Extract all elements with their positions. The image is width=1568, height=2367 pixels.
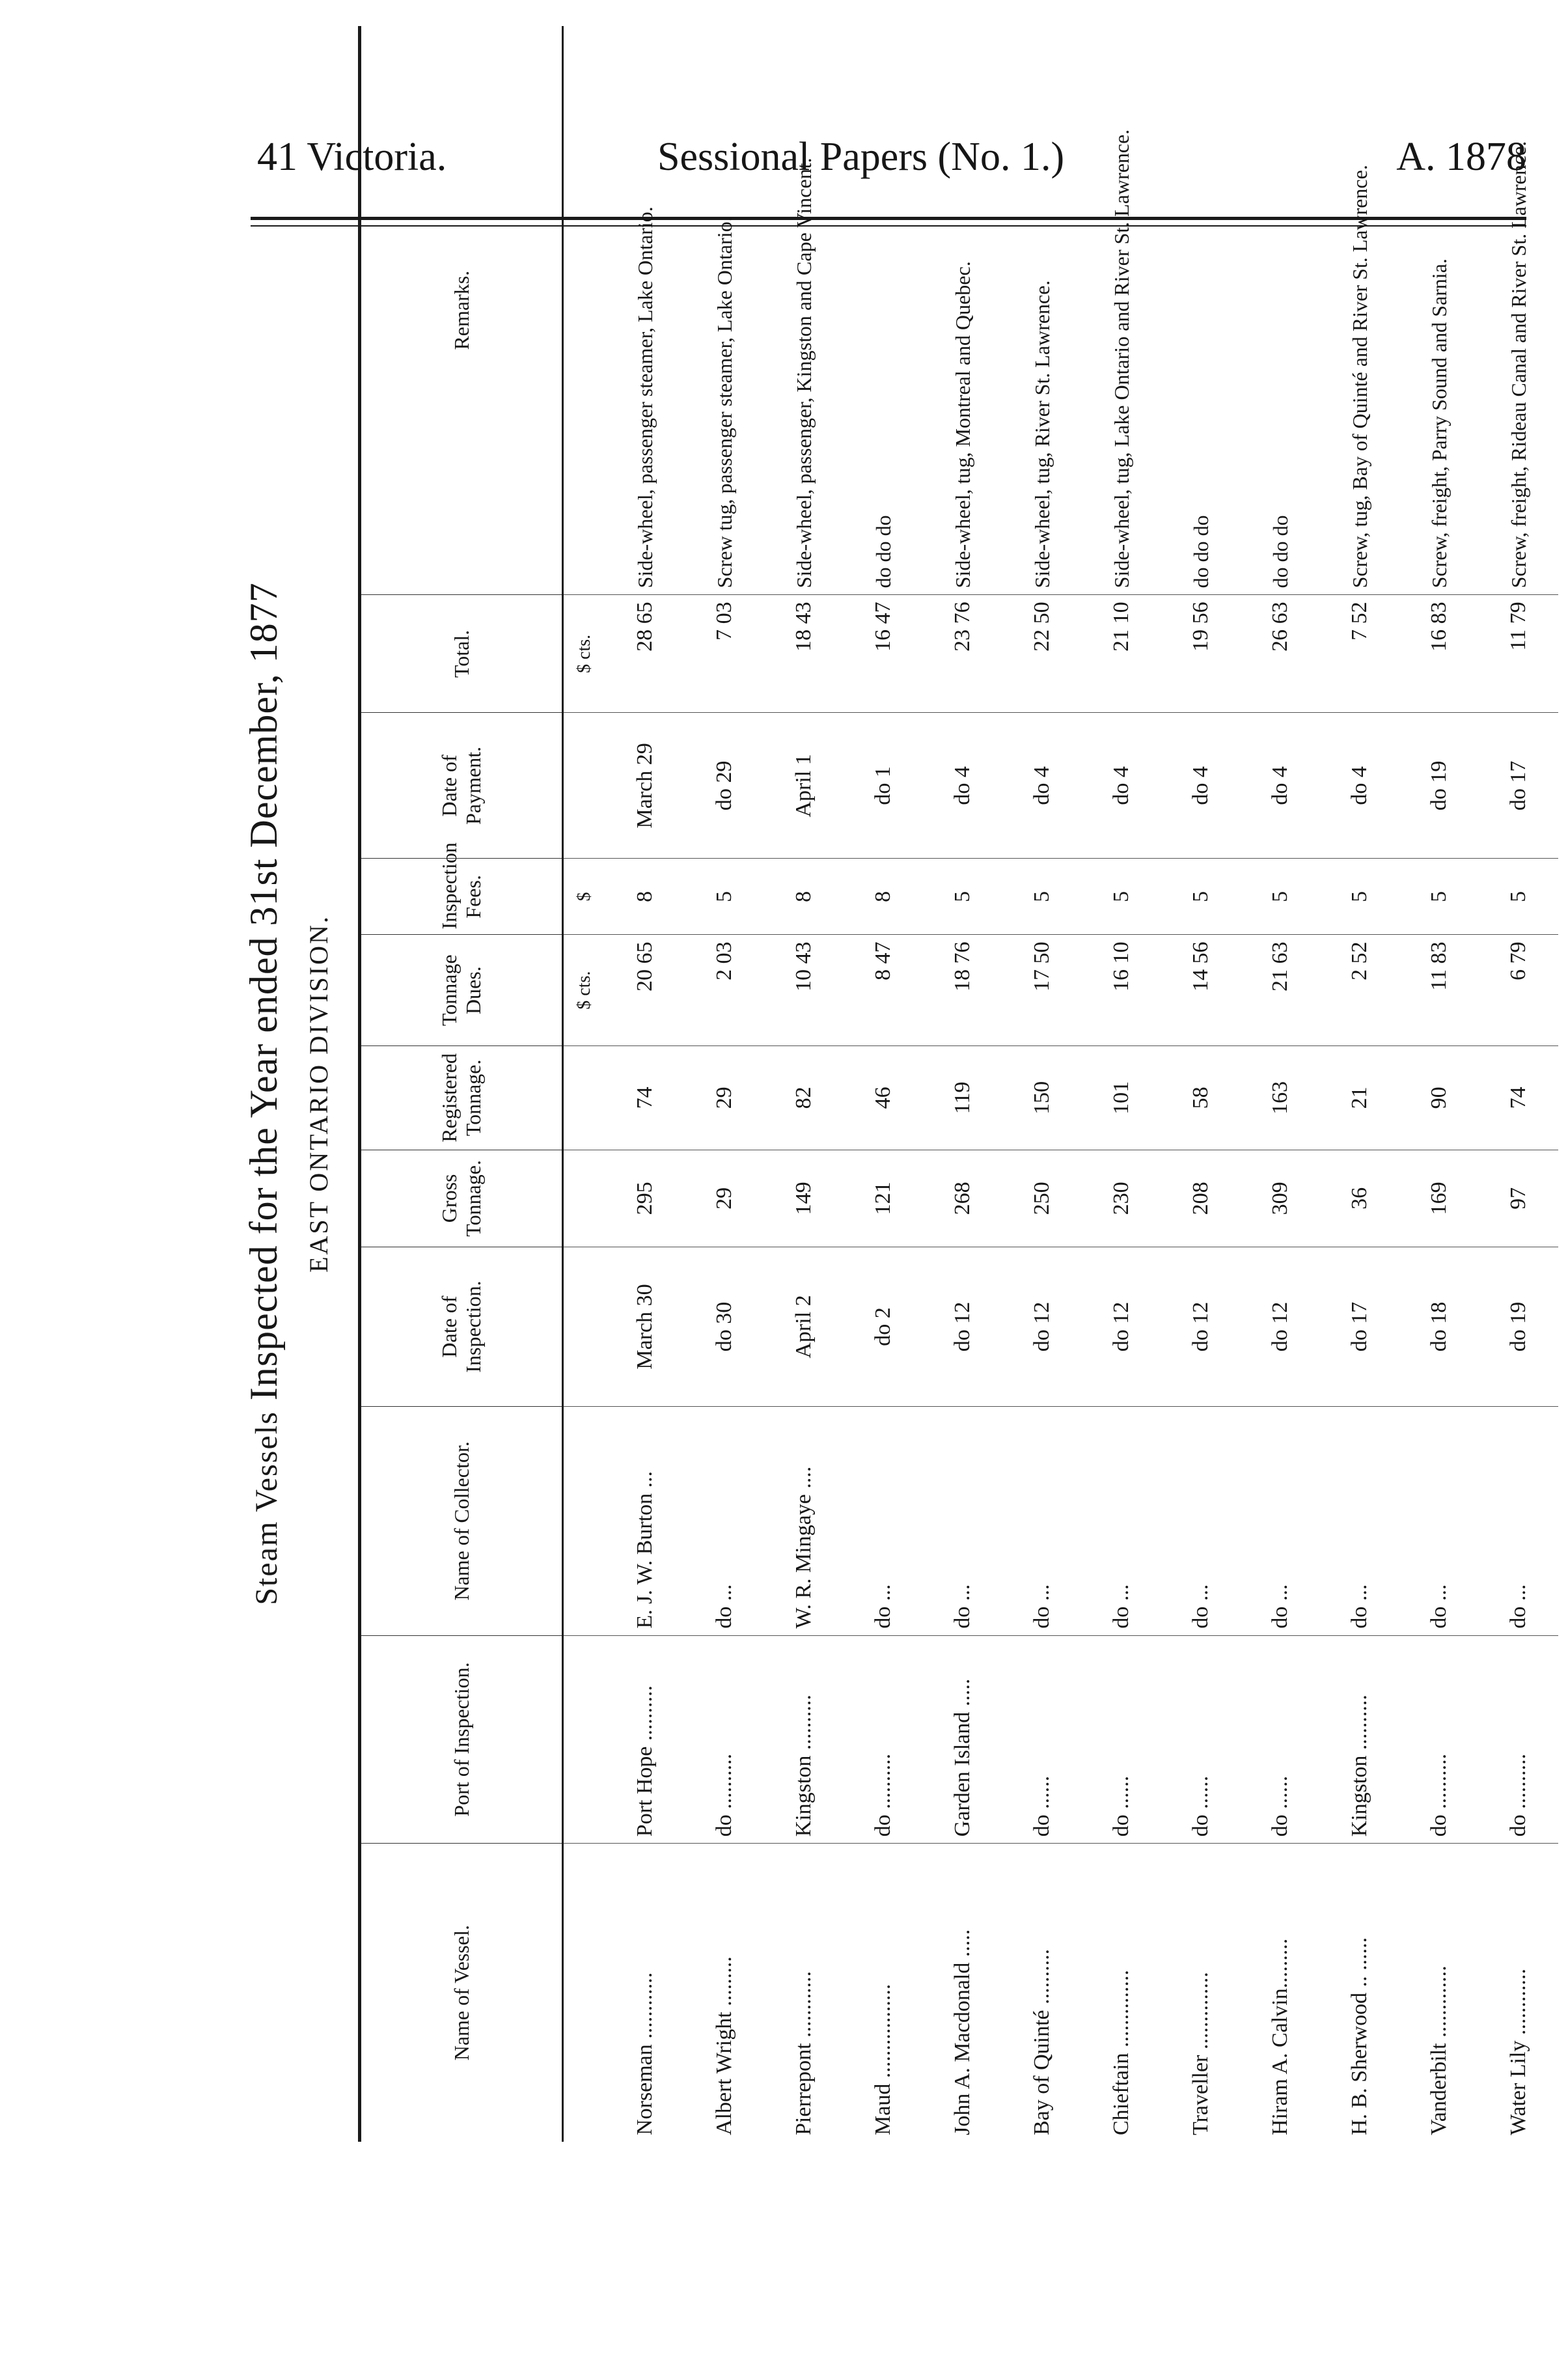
unit-fees: $ <box>563 859 606 935</box>
gross-tonnage: 97 <box>1479 1150 1558 1247</box>
payment-date <box>1161 713 1241 859</box>
vessel-name: Maud ................. <box>844 1844 923 2142</box>
payment-date <box>1082 713 1161 859</box>
payment-date <box>605 713 685 859</box>
payment-month: do <box>871 782 895 805</box>
payment-month: do <box>1030 782 1054 805</box>
inspection-month: do <box>712 1329 736 1352</box>
remarks: do do do <box>1189 515 1213 588</box>
payment-month: March <box>633 770 657 829</box>
inspection-date <box>764 1247 844 1406</box>
table-row <box>685 26 764 2142</box>
remarks: Screw, freight, Parry Sound and Sarnia. <box>1427 258 1451 588</box>
inspection-date <box>923 1247 1002 1406</box>
port-of-inspection: Port Hope .......... <box>605 1635 685 1844</box>
port-of-inspection: do .......... <box>685 1635 764 1844</box>
total-amount: 18 43 <box>764 595 844 713</box>
payment-date <box>844 713 923 859</box>
collector-name: do ... <box>923 1407 1002 1636</box>
port-of-inspection: do ...... <box>1082 1635 1161 1844</box>
table-row <box>1320 26 1399 2142</box>
title-rest: Inspected for the Year ended 31st December, 1877 <box>242 582 285 1401</box>
registered-tonnage: 29 <box>685 1045 764 1150</box>
remarks: Side-wheel, tug, Montreal and Quebec. <box>951 261 974 588</box>
registered-tonnage: 150 <box>1002 1045 1082 1150</box>
port-of-inspection: do .......... <box>844 1635 923 1844</box>
inspection-day: 12 <box>1268 1301 1292 1324</box>
port-of-inspection: do ...... <box>1002 1635 1082 1844</box>
inspection-fees: 5 <box>1002 859 1082 935</box>
port-of-inspection: Garden Island ..... <box>923 1635 1002 1844</box>
payment-day: 1 <box>871 766 895 778</box>
payment-date <box>1241 713 1320 859</box>
table-row <box>844 26 923 2142</box>
rotated-table-page <box>234 20 1530 2168</box>
vessel-name: Bay of Quinté .......... <box>1002 1844 1082 2142</box>
col-inspection-fees: Inspection Fees. <box>360 859 563 935</box>
payment-day: 4 <box>1189 766 1213 778</box>
gross-tonnage: 309 <box>1241 1150 1320 1247</box>
tonnage-dues: 16 10 <box>1082 935 1161 1045</box>
total-amount: 26 63 <box>1241 595 1320 713</box>
payment-month: do <box>712 788 736 811</box>
vessel-name: Chieftain .............. <box>1082 1844 1161 2142</box>
inspection-fees: 5 <box>1161 859 1241 935</box>
inspection-day: 12 <box>1109 1301 1133 1324</box>
tonnage-dues: 11 83 <box>1399 935 1479 1045</box>
registered-tonnage: 101 <box>1082 1045 1161 1150</box>
inspection-fees: 8 <box>605 859 685 935</box>
units-row <box>563 26 606 2142</box>
collector-name: do ... <box>1002 1407 1082 1636</box>
registered-tonnage: 21 <box>1320 1045 1399 1150</box>
col-tonnage-dues: Tonnage Dues. <box>360 935 563 1045</box>
tonnage-dues: 17 50 <box>1002 935 1082 1045</box>
inspection-date <box>605 1247 685 1406</box>
payment-month: do <box>950 782 974 805</box>
inspection-day: 30 <box>712 1301 736 1324</box>
total-amount: 19 56 <box>1161 595 1241 713</box>
collector-name: E. J. W. Burton ... <box>605 1407 685 1636</box>
col-collector: Name of Collector. <box>360 1407 563 1636</box>
registered-tonnage: 82 <box>764 1045 844 1150</box>
total-amount: 11 79 <box>1479 595 1558 713</box>
vessel-name: Hiram A. Calvin......... <box>1241 1844 1320 2142</box>
payment-day: 19 <box>1427 760 1451 783</box>
payment-month: April <box>791 770 816 818</box>
tonnage-dues: 2 52 <box>1320 935 1399 1045</box>
payment-date <box>685 713 764 859</box>
collector-name: do ... <box>844 1407 923 1636</box>
gross-tonnage: 295 <box>605 1150 685 1247</box>
total-amount: 22 50 <box>1002 595 1082 713</box>
table-row <box>923 26 1002 2142</box>
inspection-day: 12 <box>1030 1301 1054 1324</box>
total-amount: 28 65 <box>605 595 685 713</box>
inspection-fees: 5 <box>923 859 1002 935</box>
table-row <box>1002 26 1082 2142</box>
inspection-month: do <box>950 1329 974 1352</box>
inspection-month: March <box>633 1311 657 1370</box>
inspection-fees: 5 <box>1399 859 1479 935</box>
inspection-fees: 5 <box>685 859 764 935</box>
inspection-day: 12 <box>950 1301 974 1324</box>
inspection-month: do <box>1427 1329 1451 1352</box>
payment-month: do <box>1189 782 1213 805</box>
payment-month: do <box>1506 788 1530 811</box>
port-of-inspection: Kingston .......... <box>1320 1635 1399 1844</box>
payment-date <box>923 713 1002 859</box>
inspection-date <box>1320 1247 1399 1406</box>
payment-day: 4 <box>950 766 974 778</box>
table-row <box>1082 26 1161 2142</box>
gross-tonnage: 149 <box>764 1150 844 1247</box>
port-of-inspection: do .......... <box>1399 1635 1479 1844</box>
col-registered-tonnage: Registered Tonnage. <box>360 1045 563 1150</box>
payment-day: 4 <box>1347 766 1371 778</box>
inspection-day: 17 <box>1347 1301 1371 1324</box>
total-amount: 23 76 <box>923 595 1002 713</box>
header-papers: Sessional Papers (No. 1.) <box>657 135 1065 179</box>
remarks: Screw, tug, Bay of Quinté and River St. Lawrence. <box>1348 165 1371 588</box>
payment-month: do <box>1268 782 1292 805</box>
gross-tonnage: 268 <box>923 1150 1002 1247</box>
remarks: Side-wheel, passenger, Kingston and Cape Vincent. <box>792 158 816 588</box>
inspection-fees: 8 <box>844 859 923 935</box>
payment-day: 29 <box>633 743 657 766</box>
gross-tonnage: 250 <box>1002 1150 1082 1247</box>
table-row <box>1479 26 1558 2142</box>
port-of-inspection: do ...... <box>1161 1635 1241 1844</box>
inspection-date <box>685 1247 764 1406</box>
inspection-day: 2 <box>791 1295 816 1307</box>
inspection-day: 19 <box>1506 1301 1530 1324</box>
payment-day: 4 <box>1030 766 1054 778</box>
collector-name: do ... <box>685 1407 764 1636</box>
vessel-name: H. B. Sherwood .. ...... <box>1320 1844 1399 2142</box>
port-of-inspection: do ...... <box>1241 1635 1320 1844</box>
collector-name: do ... <box>1082 1407 1161 1636</box>
inspection-month: do <box>1189 1329 1213 1352</box>
vessels-table <box>358 26 1558 2142</box>
table-row <box>1241 26 1320 2142</box>
payment-day: 1 <box>791 754 816 766</box>
table-row <box>764 26 844 2142</box>
table-row <box>605 26 685 2142</box>
title-prefix: Steam Vessels <box>249 1411 284 1605</box>
vessel-name: Pierrepont ............ <box>764 1844 844 2142</box>
registered-tonnage: 90 <box>1399 1045 1479 1150</box>
collector-name: do ... <box>1161 1407 1241 1636</box>
total-amount: 16 47 <box>844 595 923 713</box>
inspection-date <box>844 1247 923 1406</box>
unit-dues: $ cts. <box>563 935 606 1045</box>
col-port: Port of Inspection. <box>360 1635 563 1844</box>
registered-tonnage: 74 <box>1479 1045 1558 1150</box>
unit-total: $ cts. <box>563 595 606 713</box>
remarks: Side-wheel, passenger steamer, Lake Ontario. <box>633 206 657 588</box>
remarks: do do do <box>872 515 895 588</box>
division-subtitle: EAST ONTARIO DIVISION. <box>304 915 333 1273</box>
payment-date <box>1479 713 1558 859</box>
registered-tonnage: 119 <box>923 1045 1002 1150</box>
inspection-month: do <box>1109 1329 1133 1352</box>
inspection-month: April <box>791 1311 816 1359</box>
payment-month: do <box>1109 782 1133 805</box>
tonnage-dues: 8 47 <box>844 935 923 1045</box>
col-payment-date: Date of Payment. <box>360 713 563 859</box>
vessel-name: John A. Macdonald ..... <box>923 1844 1002 2142</box>
inspection-date <box>1399 1247 1479 1406</box>
inspection-day: 30 <box>633 1284 657 1307</box>
remarks: Side-wheel, tug, River St. Lawrence. <box>1030 280 1054 588</box>
inspection-fees: 5 <box>1241 859 1320 935</box>
inspection-month: do <box>1030 1329 1054 1352</box>
inspection-month: do <box>1347 1329 1371 1352</box>
gross-tonnage: 36 <box>1320 1150 1399 1247</box>
tonnage-dues: 18 76 <box>923 935 1002 1045</box>
tonnage-dues: 2 03 <box>685 935 764 1045</box>
inspection-date <box>1241 1247 1320 1406</box>
tonnage-dues: 10 43 <box>764 935 844 1045</box>
payment-day: 4 <box>1268 766 1292 778</box>
col-gross-tonnage: Gross Tonnage. <box>360 1150 563 1247</box>
port-of-inspection: Kingston .......... <box>764 1635 844 1844</box>
table-header-row <box>360 26 563 2142</box>
remarks: Side-wheel, tug, Lake Ontario and River St. Lawrence. <box>1110 129 1133 588</box>
total-amount: 16 83 <box>1399 595 1479 713</box>
tonnage-dues: 21 63 <box>1241 935 1320 1045</box>
registered-tonnage: 58 <box>1161 1045 1241 1150</box>
payment-date <box>764 713 844 859</box>
payment-date <box>1002 713 1082 859</box>
registered-tonnage: 163 <box>1241 1045 1320 1150</box>
inspection-fees: 8 <box>764 859 844 935</box>
header-year: A. 1878 <box>1396 135 1526 179</box>
inspection-month: do <box>1268 1329 1292 1352</box>
inspection-date <box>1479 1247 1558 1406</box>
collector-name: do ... <box>1399 1407 1479 1636</box>
col-vessel: Name of Vessel. <box>360 1844 563 2142</box>
col-total: Total. <box>360 595 563 713</box>
inspection-fees: 5 <box>1082 859 1161 935</box>
inspection-month: do <box>871 1323 895 1346</box>
total-amount: 21 10 <box>1082 595 1161 713</box>
vessel-name: Norseman ............ <box>605 1844 685 2142</box>
collector-name: W. R. Mingaye .... <box>764 1407 844 1636</box>
inspection-date <box>1161 1247 1241 1406</box>
header-session: 41 Victoria. <box>257 135 447 179</box>
payment-day: 4 <box>1109 766 1133 778</box>
vessel-name: Water Lily ............ <box>1479 1844 1558 2142</box>
gross-tonnage: 208 <box>1161 1150 1241 1247</box>
payment-month: do <box>1427 788 1451 811</box>
payment-day: 17 <box>1506 760 1530 783</box>
inspection-date <box>1002 1247 1082 1406</box>
page-title <box>234 20 296 2168</box>
collector-name: do ... <box>1320 1407 1399 1636</box>
inspection-fees: 5 <box>1479 859 1558 935</box>
vessel-name: Traveller .............. <box>1161 1844 1241 2142</box>
tonnage-dues: 14 56 <box>1161 935 1241 1045</box>
registered-tonnage: 74 <box>605 1045 685 1150</box>
tonnage-dues: 20 65 <box>605 935 685 1045</box>
payment-date <box>1320 713 1399 859</box>
table-row <box>1161 26 1241 2142</box>
port-of-inspection: do .......... <box>1479 1635 1558 1844</box>
gross-tonnage: 169 <box>1399 1150 1479 1247</box>
registered-tonnage: 46 <box>844 1045 923 1150</box>
inspection-date <box>1082 1247 1161 1406</box>
col-remarks: Remarks. <box>360 26 563 595</box>
tonnage-dues: 6 79 <box>1479 935 1558 1045</box>
remarks: do do do <box>1269 515 1292 588</box>
total-amount: 7 52 <box>1320 595 1399 713</box>
inspection-day: 2 <box>871 1307 895 1319</box>
total-amount: 7 03 <box>685 595 764 713</box>
payment-month: do <box>1347 782 1371 805</box>
collector-name: do ... <box>1241 1407 1320 1636</box>
inspection-fees: 5 <box>1320 859 1399 935</box>
gross-tonnage: 121 <box>844 1150 923 1247</box>
payment-date <box>1399 713 1479 859</box>
gross-tonnage: 29 <box>685 1150 764 1247</box>
inspection-month: do <box>1506 1329 1530 1352</box>
col-inspection-date: Date of Inspection. <box>360 1247 563 1406</box>
vessel-name: Vanderbilt ............. <box>1399 1844 1479 2142</box>
collector-name: do ... <box>1479 1407 1558 1636</box>
payment-day: 29 <box>712 760 736 783</box>
gross-tonnage: 230 <box>1082 1150 1161 1247</box>
table-row <box>1399 26 1479 2142</box>
remarks: Screw, freight, Rideau Canal and River St. Lawrence. <box>1507 141 1530 588</box>
inspection-day: 12 <box>1189 1301 1213 1324</box>
inspection-day: 18 <box>1427 1301 1451 1324</box>
vessel-name: Albert Wright ......... <box>685 1844 764 2142</box>
remarks: Screw tug, passenger steamer, Lake Ontario. <box>713 216 736 588</box>
